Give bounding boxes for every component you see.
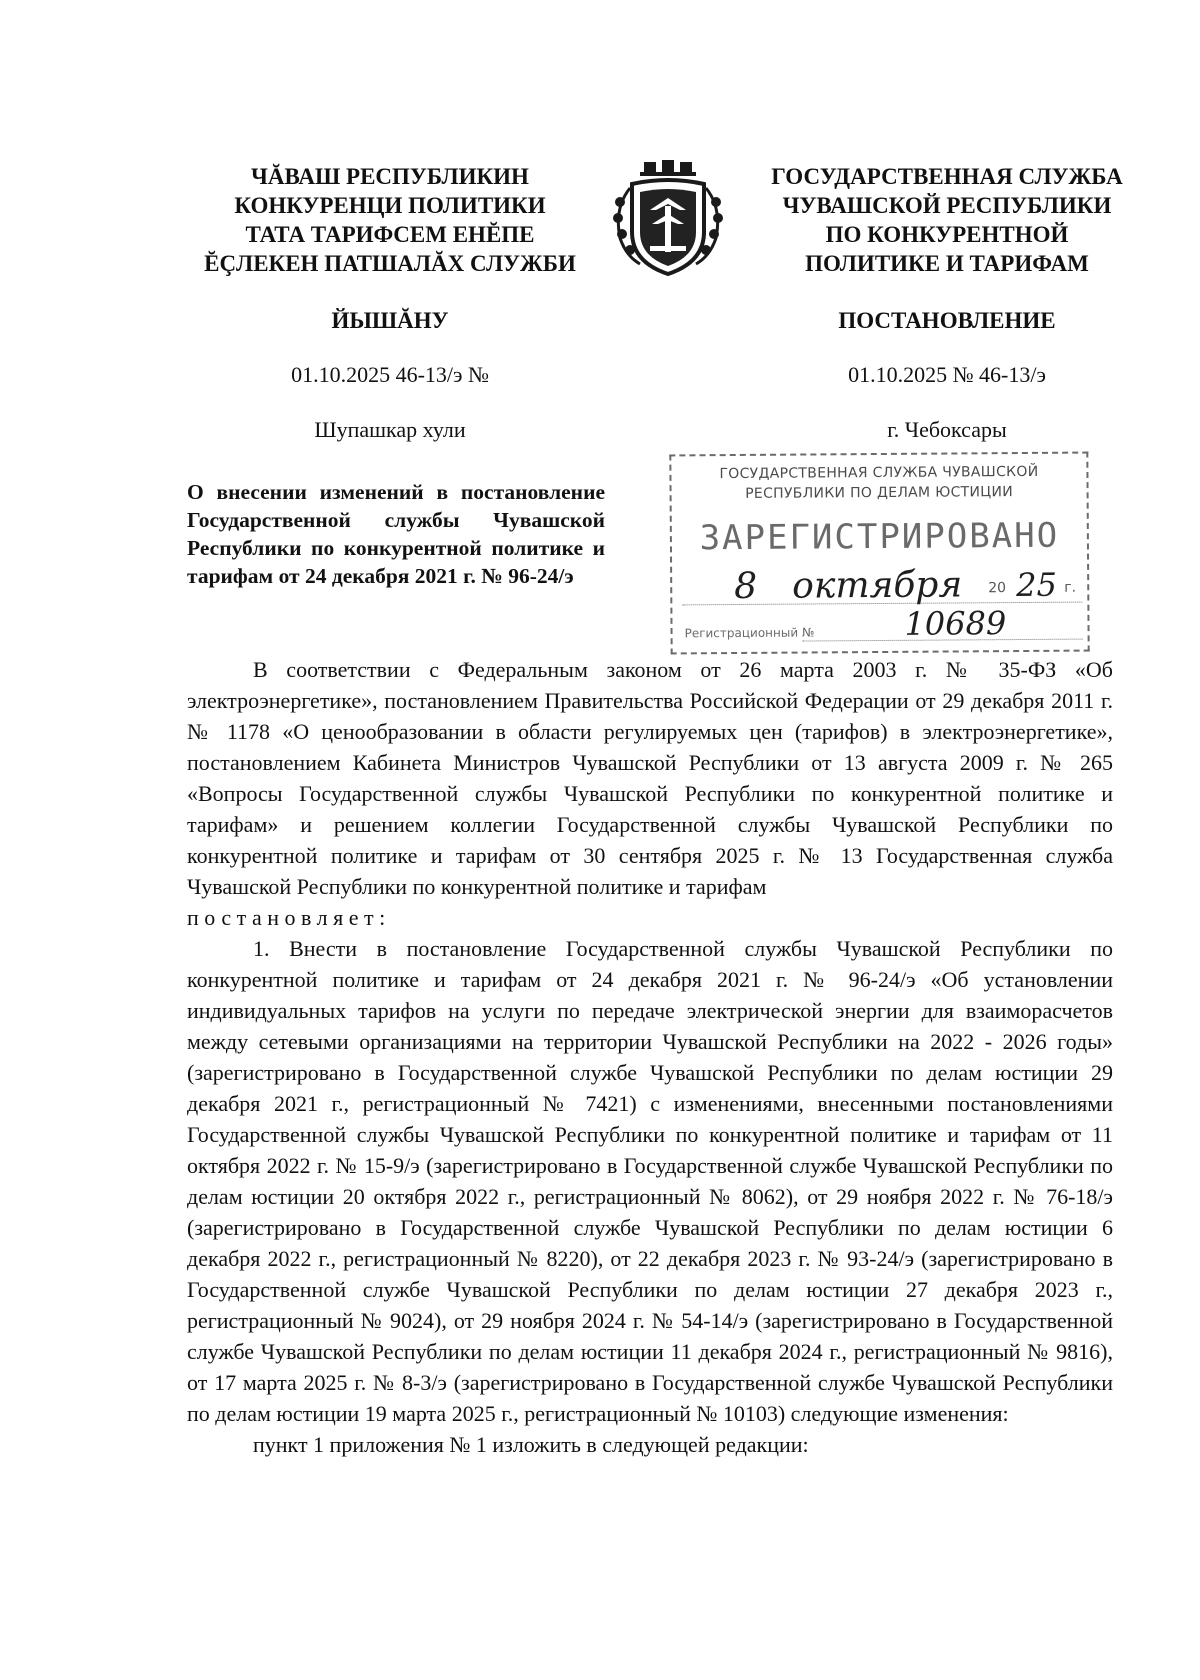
stamp-authority-line: ГОСУДАРСТВЕННАЯ СЛУЖБА ЧУВАШСКОЙ xyxy=(719,463,1039,483)
header-russian-line: ЧУВАШСКОЙ РЕСПУБЛИКИ xyxy=(782,193,1112,218)
stamp-year: 25 xyxy=(1016,565,1058,605)
header-chuvash-line: ТАТА ТАРИФСЕМ ЕНĔПЕ xyxy=(245,222,535,247)
item-1-sub-paragraph: пункт 1 приложения № 1 изложить в следующей редакции: xyxy=(253,1432,809,1457)
stamp-number-label: Регистрационный № xyxy=(684,625,815,641)
header-russian xyxy=(752,162,1142,278)
header-chuvash-line: ĔÇЛЕКЕН ПАТШАЛĂХ СЛУЖБИ xyxy=(204,251,576,276)
document-date-russian: 01.10.2025 № 46-13/э xyxy=(848,362,1046,387)
document-subject: О внесении изменений в постановление Государственной службы Чувашской Республики по конкурентной политике и тарифам от 24 декабря 2021 г. № 96-24/э xyxy=(187,480,605,588)
stamp-year-prefix: 20 xyxy=(988,580,1007,597)
header-russian-line: ПОЛИТИКЕ И ТАРИФАМ xyxy=(805,251,1089,276)
stamp-day: 8 xyxy=(734,565,758,608)
stamp-year-suffix: г. xyxy=(1064,579,1077,596)
document-place-russian: г. Чебоксары xyxy=(887,417,1007,442)
document-type-russian: ПОСТАНОВЛЕНИЕ xyxy=(838,308,1056,333)
header-russian-line: ГОСУДАРСТВЕННАЯ СЛУЖБА xyxy=(771,164,1123,189)
item-1-paragraph: 1. Внести в постановление Государственной службы Чувашской Республики по конкурентной политике и тарифам от 24 декабря 2021 г. № 96-24/э «Об установлении индивидуальных тарифов на услуги по передаче электрической энергии для взаиморасчетов между сетевыми организациями на территории Чувашской Республики на 2022 - 2026 годы» (зарегистрировано в Государственной службе Чувашской Республики по делам юстиции 29 декабря 2021 г., регистрационный № 7421) с изменениями, внесенными постановлениями Государственной службы Чувашской Республики по конкурентной политике и тарифам от 11 октября 2022 г. № 15-9/э (зарегистрировано в Государственной службе Чувашской Республики по делам юстиции 20 октября 2022 г., регистрационный № 8062), от 29 ноября 2022 г. № 76-18/э (зарегистрировано в Государственной службе Чувашской Республики по делам юстиции 6 декабря 2022 г., регистрационный № 8220), от 22 декабря 2023 г. № 93-24/э (зарегистрировано в Государственной службе Чувашской Республики по делам юстиции 27 декабря 2023 г., регистрационный № 9024), от 29 ноября 2024 г. № 54-14/э (зарегистрировано в Государственной службе Чувашской Республики по делам юстиции 11 декабря 2024 г., регистрационный № 9816), от 17 марта 2025 г. № 8-3/э (зарегистрировано в Государственной службе Чувашской Республики по делам юстиции 19 марта 2025 г., регистрационный № 10103) следующие изменения: xyxy=(187,936,1113,1426)
decree-word: постановляет: xyxy=(187,905,391,930)
header-russian-line: ПО КОНКУРЕНТНОЙ xyxy=(825,222,1069,247)
preamble-paragraph: В соответствии с Федеральным законом от 26 марта 2003 г. № 35-ФЗ «Об электроэнергетике», постановлением Правительства Российской Федерации от 29 декабря 2011 г. № 1178 «О ценообразовании в области регулируемых цен (тарифов) в электроэнергетике», постановлением Кабинета Министров Чувашской Республики от 13 августа 2009 г. № 265 «Вопросы Государственной службы Чувашской Республики по конкурентной политике и тарифам» и решением коллегии Государственной службы Чувашской Республики по конкурентной политике и тарифам от 30 сентября 2025 г. № 13 Государственная служба Чувашской Республики по конкурентной политике и тарифам xyxy=(187,657,1113,899)
stamp-registered-label: ЗАРЕГИСТРИРОВАНО xyxy=(699,515,1060,559)
stamp-month: октября xyxy=(792,564,963,607)
header-chuvash xyxy=(175,162,605,278)
header-chuvash-line: КОНКУРЕНЦИ ПОЛИТИКИ xyxy=(234,193,546,218)
stamp-authority-line: РЕСПУБЛИКИ ПО ДЕЛАМ ЮСТИЦИИ xyxy=(745,484,1014,502)
chuvashia-coat-of-arms-icon xyxy=(610,158,726,280)
header-chuvash-line: ЧĂВАШ РЕСПУБЛИКИН xyxy=(251,164,529,189)
document-date-chuvash: 01.10.2025 46-13/э № xyxy=(291,362,489,387)
document-place-chuvash: Шупашкар хули xyxy=(314,417,466,442)
document-body xyxy=(187,654,1113,1460)
document-type-chuvash: ЙЫШĂНУ xyxy=(331,308,449,333)
registration-stamp xyxy=(669,452,1089,655)
stamp-registration-number: 10689 xyxy=(904,604,1007,643)
